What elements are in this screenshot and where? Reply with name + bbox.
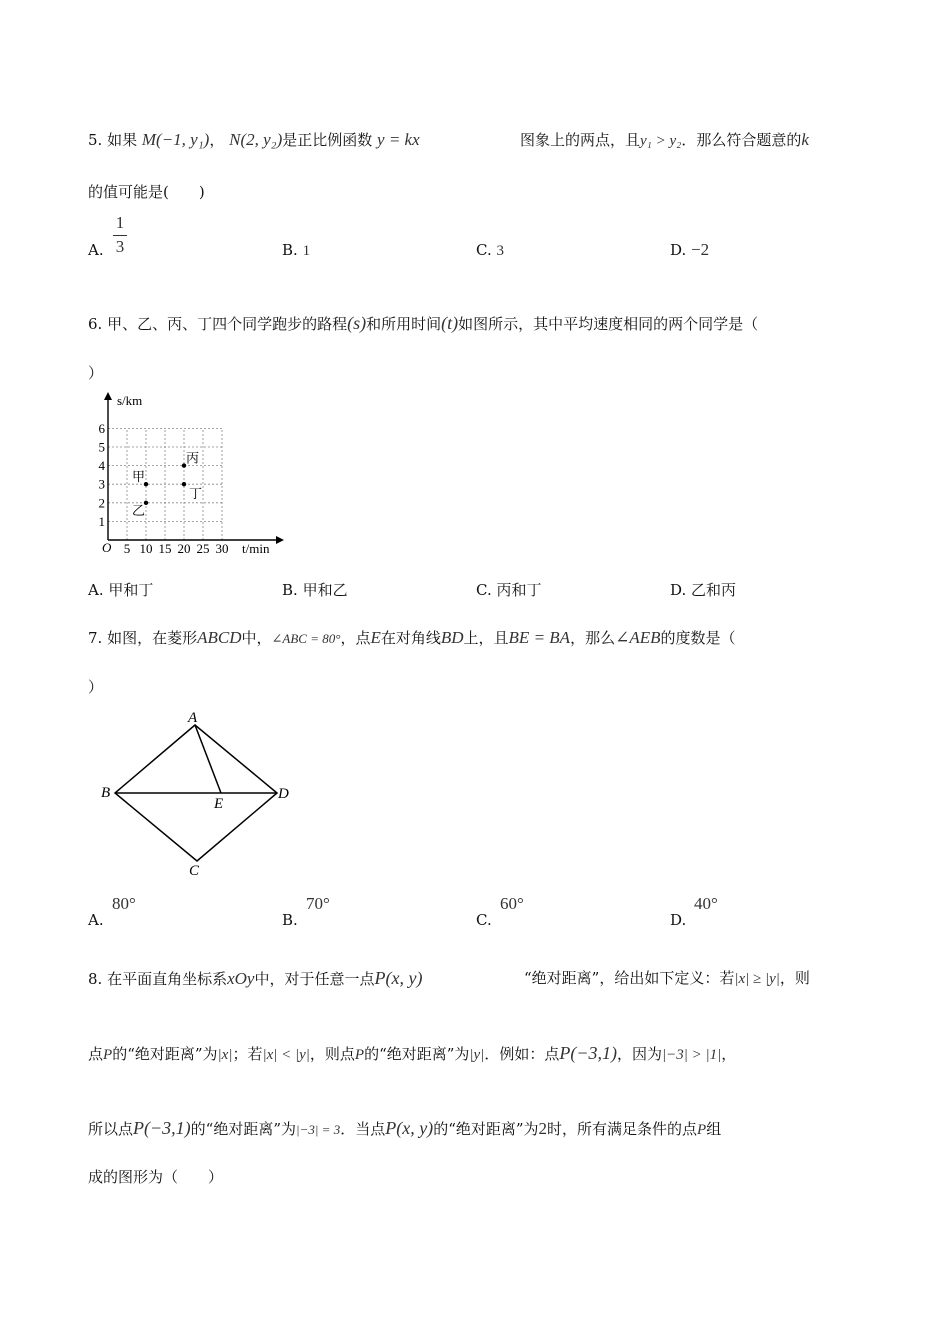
q8-text: ．当点: [340, 1120, 386, 1138]
q6-option-a[interactable]: [88, 580, 153, 600]
option-value: 70°: [306, 894, 330, 913]
function-formula: y = kx: [377, 130, 420, 149]
point-label: 甲: [132, 469, 146, 485]
q8-text: 的“绝对距离”为: [433, 1120, 539, 1138]
q5-option-a[interactable]: [88, 240, 104, 260]
option-value: 甲和丁: [108, 581, 154, 599]
q8-text: 的“绝对距离”为: [112, 1045, 218, 1063]
fraction-bar: [113, 235, 127, 236]
y-axis-label: s/km: [117, 393, 143, 408]
point-label: 丙: [186, 450, 200, 466]
variable-s: (s): [347, 313, 367, 333]
q6-number: 6.: [88, 315, 103, 333]
condition-3: |−3| > |1|: [662, 1047, 722, 1063]
q8-line1b: [524, 968, 810, 989]
point-m: M(−1, y₁): [141, 130, 210, 149]
q6-line2: ）: [88, 364, 104, 382]
option-label: C.: [476, 581, 492, 599]
fraction-denominator: 3: [115, 237, 125, 256]
q7-option-b[interactable]: [282, 910, 298, 930]
y-tick-label: 4: [98, 458, 105, 474]
option-label: B.: [282, 241, 298, 259]
grid: [108, 428, 222, 540]
q5-condition: y₁ > y₂: [640, 133, 682, 149]
option-label: B.: [282, 911, 298, 929]
option-label: D.: [670, 911, 687, 929]
q7-option-d[interactable]: [670, 910, 686, 930]
x-tick-label: 30: [215, 541, 229, 556]
q6-line1: [88, 313, 758, 334]
q8-line3: [88, 1118, 721, 1140]
q8-text: 的“绝对距离”为: [190, 1120, 296, 1138]
label-c: C: [189, 863, 200, 879]
x-axis-label: t/min: [242, 541, 270, 556]
label-a: A: [188, 710, 198, 726]
q8-text: 组: [706, 1120, 722, 1138]
diagonal-bd: BD: [440, 628, 464, 647]
q5-text: ．那么符合题意的: [681, 131, 802, 149]
option-label: A.: [88, 241, 104, 259]
q8-text: 的“绝对距离”为: [364, 1045, 470, 1063]
option-value: 40°: [694, 894, 718, 913]
q8-text: “绝对距离”，给出如下定义：若: [524, 969, 735, 987]
label-d: D: [278, 786, 289, 802]
q5-line2: 的值可能是( ): [88, 183, 205, 201]
variable-k: k: [801, 130, 809, 149]
q7-text: 如图，在菱形: [107, 629, 198, 647]
point-label: 丁: [189, 486, 203, 502]
q7-text: 的度数是（: [660, 629, 736, 647]
q5-text: 如果: [107, 131, 138, 149]
origin-label: O: [102, 540, 112, 555]
point-n: N(2, y₂): [229, 130, 283, 149]
q6-option-c[interactable]: [476, 580, 542, 600]
rhombus-figure: [95, 705, 305, 880]
y-axis-arrow: [104, 392, 112, 400]
option-label: C.: [476, 241, 492, 259]
angle-aeb: ∠AEB: [615, 628, 661, 647]
q6-text: 甲、乙、丙、丁四个同学跑步的路程: [107, 315, 348, 333]
q6-option-b[interactable]: [282, 580, 348, 600]
q8-text: ，: [721, 1045, 737, 1063]
q7-line2: ）: [88, 678, 104, 696]
example-point: P(−3,1): [133, 1118, 191, 1138]
q7-text: 中，: [241, 629, 272, 647]
q8-line2: [88, 1043, 736, 1065]
option-label: A.: [88, 581, 104, 599]
option-value: 80°: [112, 894, 136, 913]
q7-line1: [88, 628, 736, 649]
q7-text: ，点: [340, 629, 371, 647]
q8-number: 8.: [88, 970, 103, 988]
point-p: P(x, y): [385, 1118, 434, 1138]
point-e: E: [370, 628, 381, 647]
rhombus-abcd: ABCD: [197, 628, 242, 647]
q8-text: ，因为: [616, 1045, 662, 1063]
q5-text: 图象上的两点，且: [520, 131, 641, 149]
q6-option-d[interactable]: [670, 580, 736, 600]
label-b: B: [101, 785, 111, 801]
option-label: B.: [282, 581, 298, 599]
condition-be-ba: BE = BA: [508, 628, 571, 647]
distance-time-graph: [90, 388, 290, 560]
y-tick-label: 5: [98, 439, 105, 455]
option-value: 甲和乙: [302, 581, 348, 599]
x-tick-label: 15: [158, 541, 172, 556]
q7-number: 7.: [88, 629, 103, 647]
option-value: 丙和丁: [496, 581, 542, 599]
angle-abc: ∠ABC = 80°: [271, 631, 341, 646]
condition-1: |x| ≥ |y|: [734, 971, 780, 987]
q5-sep: ，: [209, 131, 225, 149]
fraction-numerator: 1: [115, 213, 125, 232]
option-label: D.: [670, 581, 687, 599]
q5-number: 5.: [88, 131, 103, 149]
q8-text: ．例如：点: [484, 1045, 560, 1063]
q6-text: 如图所示，其中平均速度相同的两个同学是（: [458, 315, 759, 333]
option-value: 乙和丙: [691, 581, 737, 599]
distance-value: 2: [538, 1119, 548, 1138]
option-value: 3: [496, 243, 504, 259]
q5-line1: [88, 130, 420, 150]
q5-option-c[interactable]: [476, 240, 504, 261]
option-value: 60°: [500, 894, 524, 913]
condition-2: |x| < |y|: [262, 1047, 310, 1063]
point-label: 乙: [132, 502, 146, 518]
q8-line4: 成的图形为（ ）: [88, 1168, 224, 1186]
point-p-label: P: [354, 1047, 365, 1063]
option-label: D.: [670, 241, 687, 259]
q7-option-c[interactable]: [476, 910, 492, 930]
q8-text: 在平面直角坐标系: [107, 970, 228, 988]
coordinate-system: xOy: [227, 969, 255, 988]
q8-text: ，则: [779, 969, 810, 987]
q6-text: 和所用时间: [366, 315, 442, 333]
abs-x: |x|: [217, 1047, 233, 1063]
point-p-label: P: [697, 1122, 707, 1138]
x-tick-label: 20: [177, 541, 191, 556]
q5-option-d[interactable]: [670, 240, 709, 260]
q8-text: ，则点: [309, 1045, 355, 1063]
q8-text: ；若: [232, 1045, 263, 1063]
q7-text: ，那么: [570, 629, 616, 647]
abs-y: |y|: [469, 1047, 485, 1063]
q7-text: 在对角线: [380, 629, 441, 647]
label-e: E: [214, 796, 224, 812]
q7-text: 上，且: [463, 629, 509, 647]
variable-t: (t): [441, 313, 459, 333]
q5-option-b[interactable]: [282, 240, 310, 261]
condition-4: |−3| = 3: [296, 1122, 341, 1137]
q8-text: 时，所有满足条件的点: [547, 1120, 698, 1138]
option-value: −2: [691, 240, 710, 259]
q8-text: 所以点: [88, 1120, 134, 1138]
option-label: A.: [88, 911, 104, 929]
q8-text: 中，对于任意一点: [254, 970, 375, 988]
x-axis-arrow: [276, 536, 284, 544]
q8-line1: [88, 968, 422, 989]
y-tick-label: 2: [98, 495, 105, 511]
x-tick-label: 5: [123, 541, 131, 556]
y-tick-label: 3: [98, 476, 105, 492]
x-tick-label: 10: [139, 541, 153, 556]
fraction-one-third: [113, 214, 127, 256]
data-point: [182, 482, 186, 486]
point-p-label: P: [103, 1047, 113, 1063]
example-point: P(−3,1): [559, 1043, 617, 1063]
x-tick-label: 25: [196, 541, 210, 556]
option-label: C.: [476, 911, 492, 929]
point-p: P(x, y): [374, 968, 423, 988]
q5-line1b: [520, 130, 809, 151]
q8-text: 点: [88, 1045, 104, 1063]
q7-option-a[interactable]: [88, 910, 104, 930]
option-value: 1: [302, 243, 311, 259]
y-tick-label: 6: [98, 420, 105, 436]
y-tick-label: 1: [98, 513, 105, 529]
q5-text: 是正比例函数: [282, 131, 373, 149]
